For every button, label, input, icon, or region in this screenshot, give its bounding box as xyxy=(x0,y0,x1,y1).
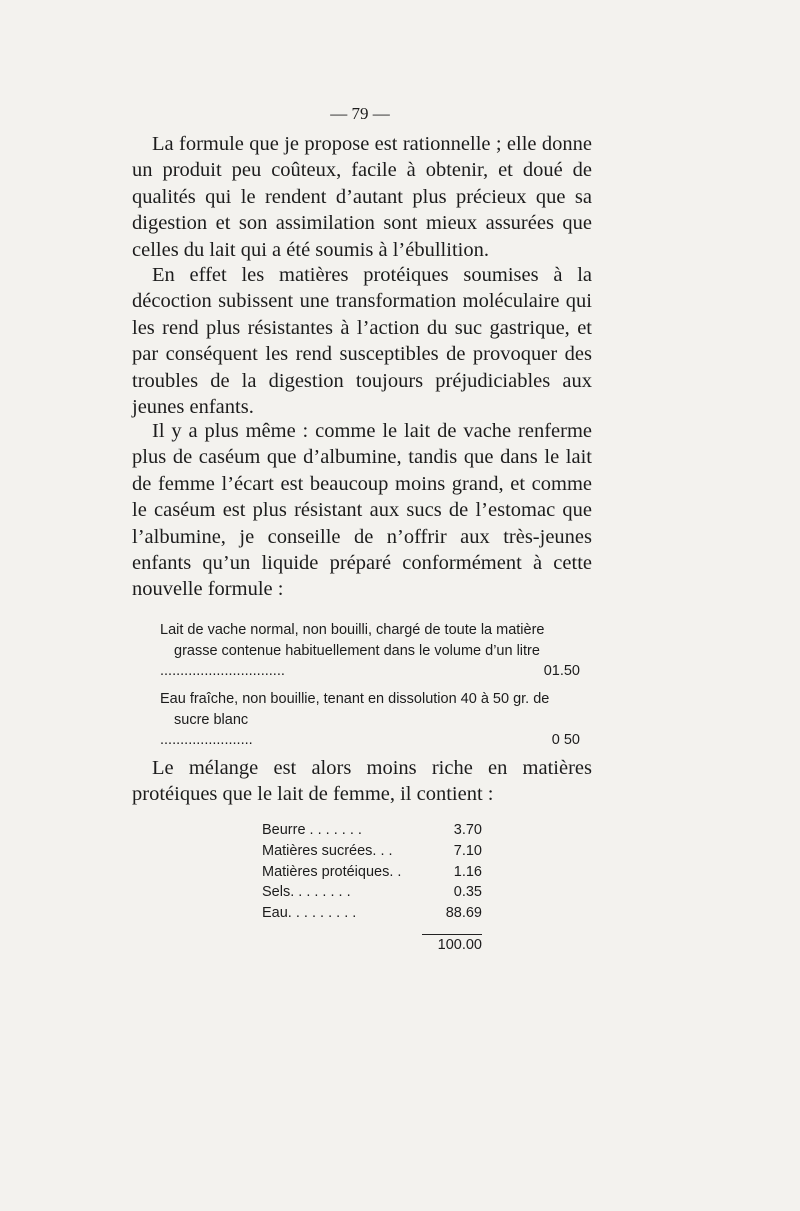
paragraph-1: La formule que je propose est rationnelle ; elle donne un produit peu coûteux, facile à obtenir, et doué de qualités qui le rendent d’autant plus précieux que sa digestion et son assimilation sont mieux assurées que celles du lait qui a été soumis à l’ébullition. xyxy=(132,133,592,261)
recipe-value: 01.50 xyxy=(543,663,580,679)
table-row: Sels. . . . . . . . 0.35 xyxy=(262,884,482,901)
composition-table xyxy=(262,822,482,953)
paragraph-2: En effet les matières protéiques soumises à la décoction subissent une transformation moléculaire qui les rend plus résistantes à l’action du suc gastrique, et par conséquent les rend susceptibles de provoquer des troubles de la digestion toujours préjudiciables aux jeunes enfants. xyxy=(132,264,592,419)
dot-leader: ............................... xyxy=(160,663,285,679)
table-row: Matières sucrées. . . 7.10 xyxy=(262,842,482,859)
table-row: Beurre . . . . . . . 3.70 xyxy=(262,822,482,838)
table-row: Eau. . . . . . . . . 88.69 xyxy=(262,905,482,922)
recipe-item-milk: Lait de vache normal, non bouilli, chargé de toute la matière grasse contenue habituellement dans le volume d’un litre ............................... 01.50 xyxy=(160,620,580,682)
recipe-item-water: Eau fraîche, non bouillie, tenant en dissolution 40 à 50 gr. de sucre blanc ....................... 0 50 xyxy=(160,689,580,751)
paragraph-3: Il y a plus même : comme le lait de vache renferme plus de caséum que d’albumine, tandis que dans le lait de femme l’écart est beaucoup moins grand, et comme le caséum est plus résistant aux sucs de l’estomac que l’albumine, je conseille de n’offrir aux très-jeunes enfants qu’un liquide préparé conformément à cette nouvelle formule : xyxy=(132,420,592,601)
dot-leader: ....................... xyxy=(160,732,253,748)
paragraph-4: Le mélange est alors moins riche en matières protéiques que le lait de femme, il contient : xyxy=(132,757,592,806)
composition-total: 100.00 xyxy=(437,936,482,953)
page-number: — 79 — xyxy=(330,104,390,123)
table-row: Matières protéiques. . 1.16 xyxy=(262,863,482,880)
recipe-value: 0 50 xyxy=(551,732,580,748)
